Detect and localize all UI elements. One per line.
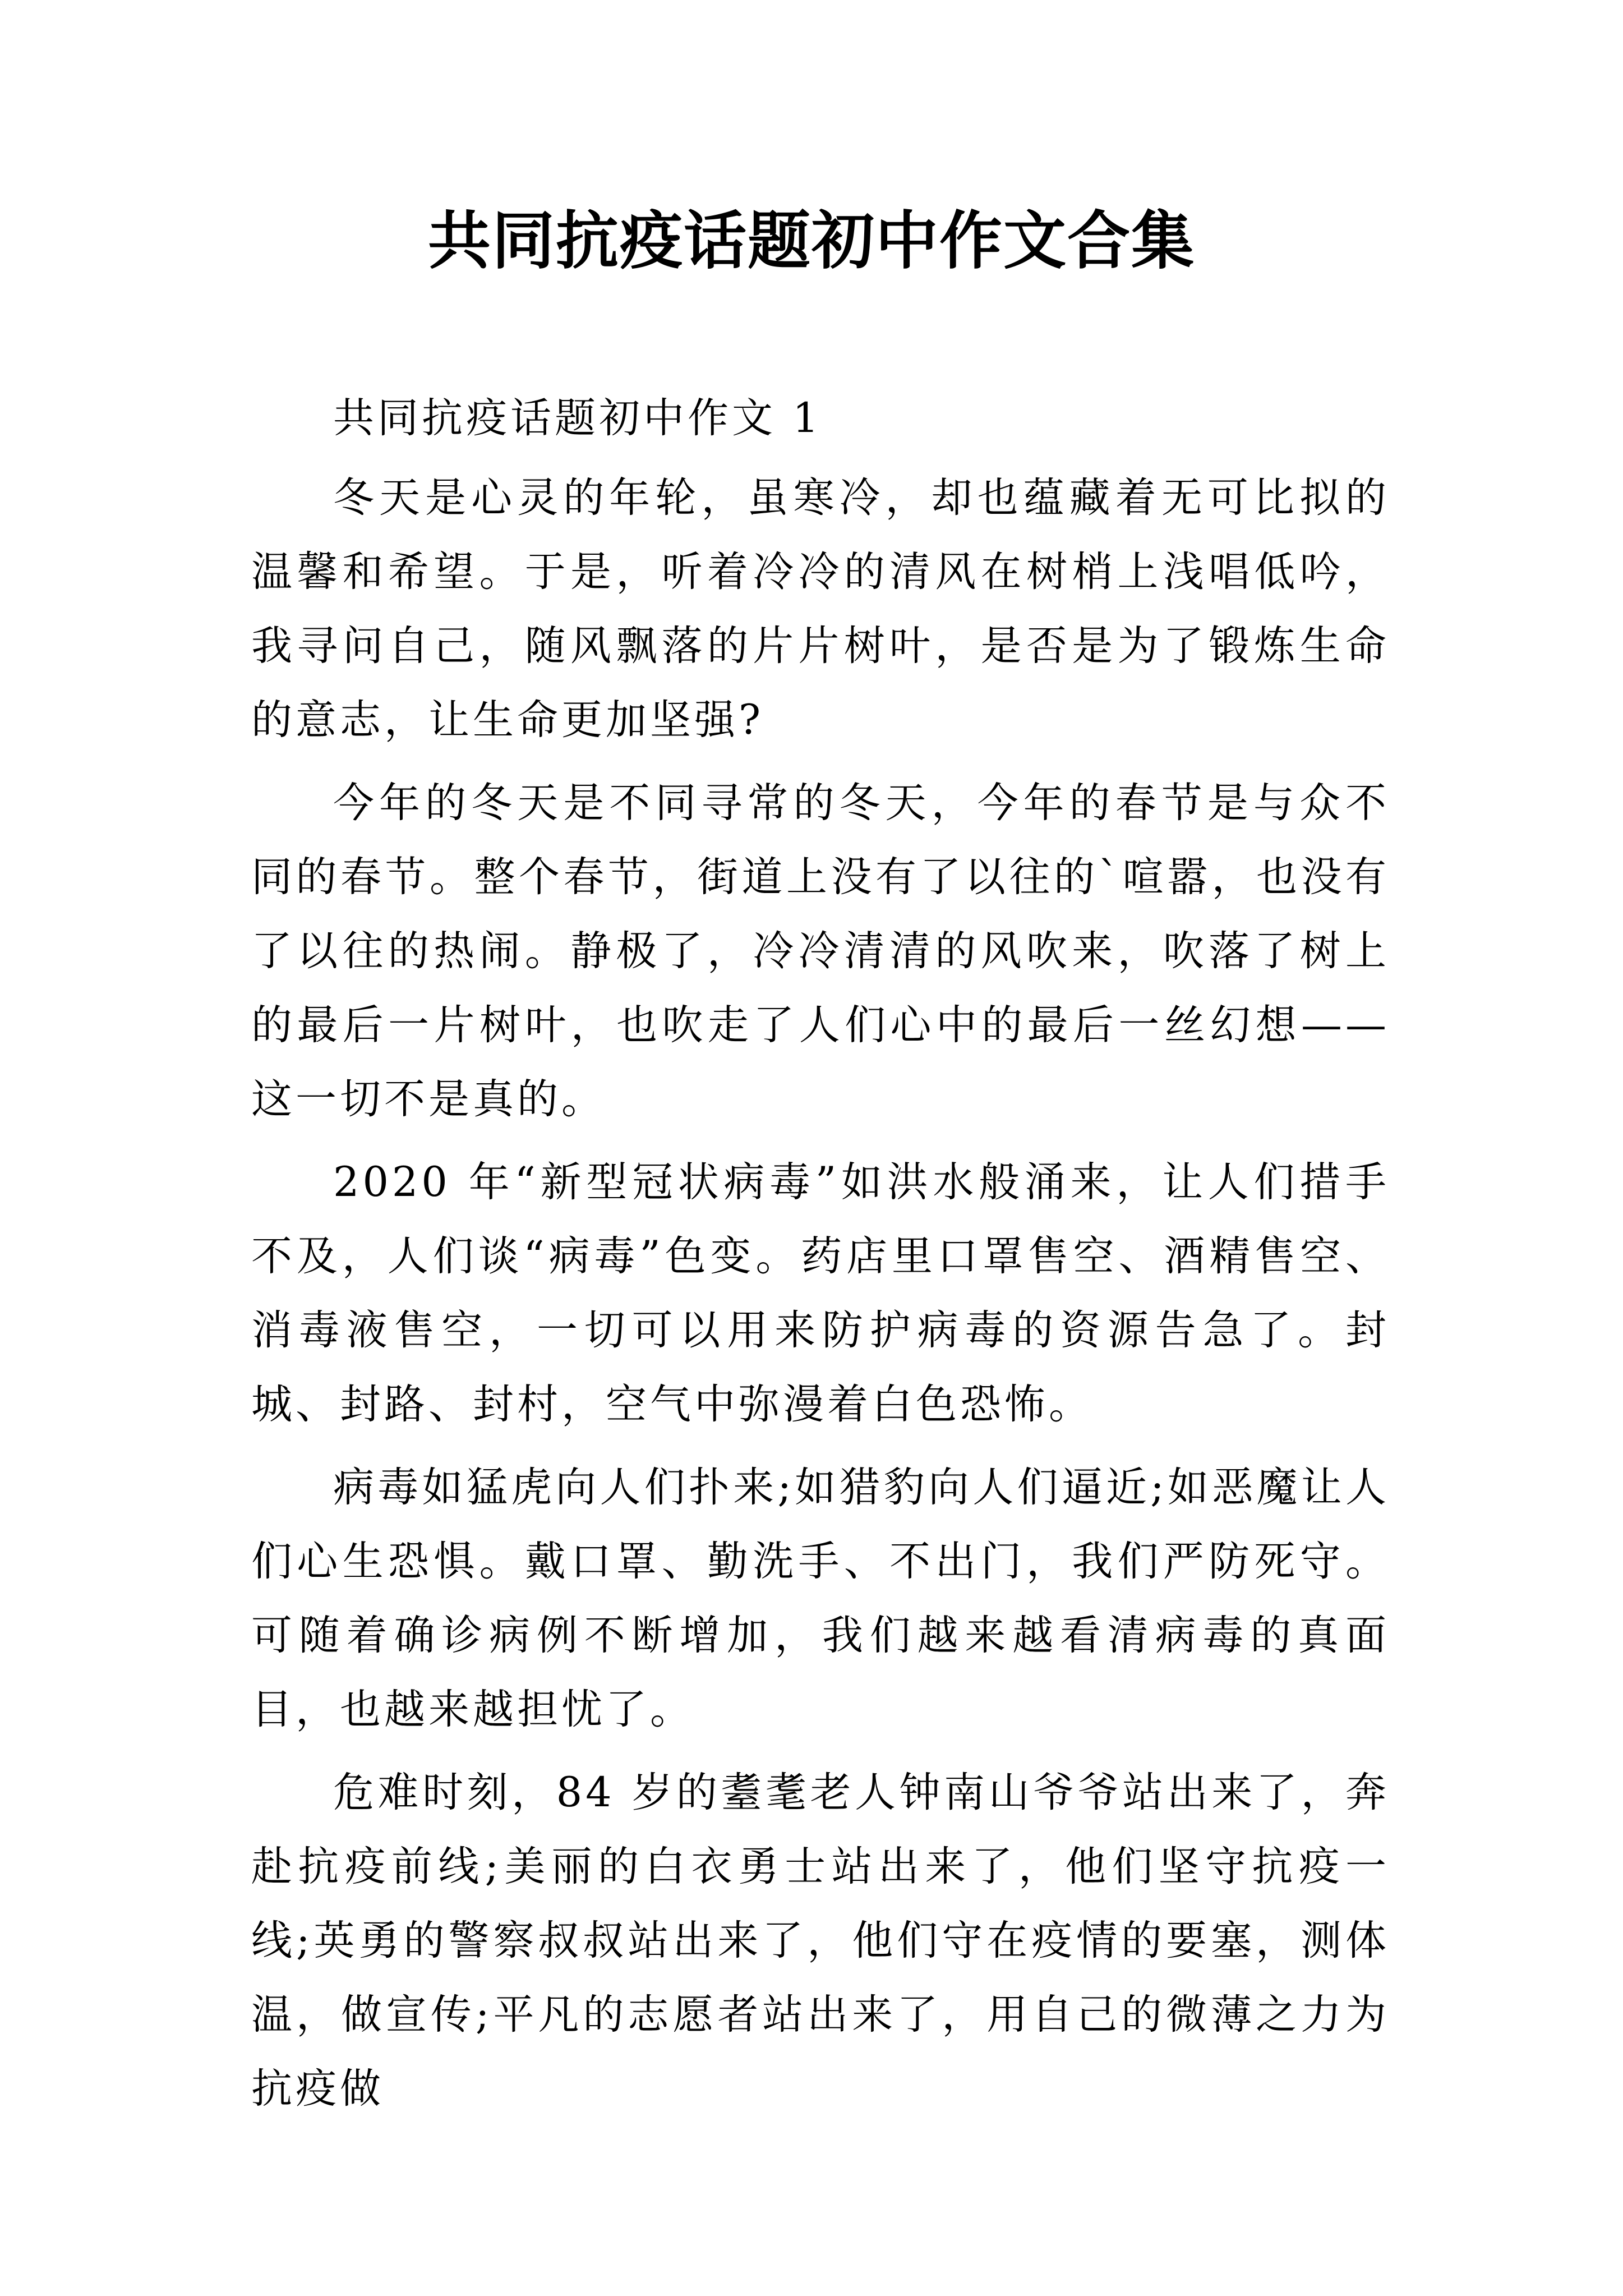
paragraph: 冬天是心灵的年轮，虽寒冷，却也蕴藏着无可比拟的温馨和希望。于是，听着冷冷的清风在树梢上浅唱低吟，我寻问自己，随风飘落的片片树叶，是否是为了锻炼生命的意志，让生命更加坚强? [251,474,1390,744]
paragraph: 今年的冬天是不同寻常的冬天，今年的春节是与众不同的春节。整个春节，街道上没有了以往的`喧嚣，也没有了以往的热闹。静极了，冷冷清清的风吹来，吹落了树上的最后一片树叶，也吹走了人们心中的最后一丝幻想——这一切不是真的。 [251,779,1390,1123]
paragraph: 危难时刻，84 岁的耋耄老人钟南山爷爷站出来了，奔赴抗疫前线;美丽的白衣勇士站出来了，他们坚守抗疫一线;英勇的警察叔叔站出来了，他们守在疫情的要塞，测体温，做宣传;平凡的志愿者站出来了，用自己的微薄之力为抗疫做 [251,1769,1390,2113]
document-body [251,381,1390,2135]
paragraph: 2020 年“新型冠状病毒”如洪水般涌来，让人们措手不及，人们谈“病毒”色变。药店里口罩售空、酒精售空、消毒液售空，一切可以用来防护病毒的资源告急了。封城、封路、封村，空气中弥漫着白色恐怖。 [251,1158,1390,1428]
paragraph: 病毒如猛虎向人们扑来;如猎豹向人们逼近;如恶魔让人们心生恐惧。戴口罩、勤洗手、不出门，我们严防死守。可随着确诊病例不断增加，我们越来越看清病毒的真面目，也越来越担忧了。 [251,1464,1390,1733]
document-title: 共同抗疫话题初中作文合集 [428,204,1195,278]
section-heading: 共同抗疫话题初中作文 1 [333,394,822,442]
